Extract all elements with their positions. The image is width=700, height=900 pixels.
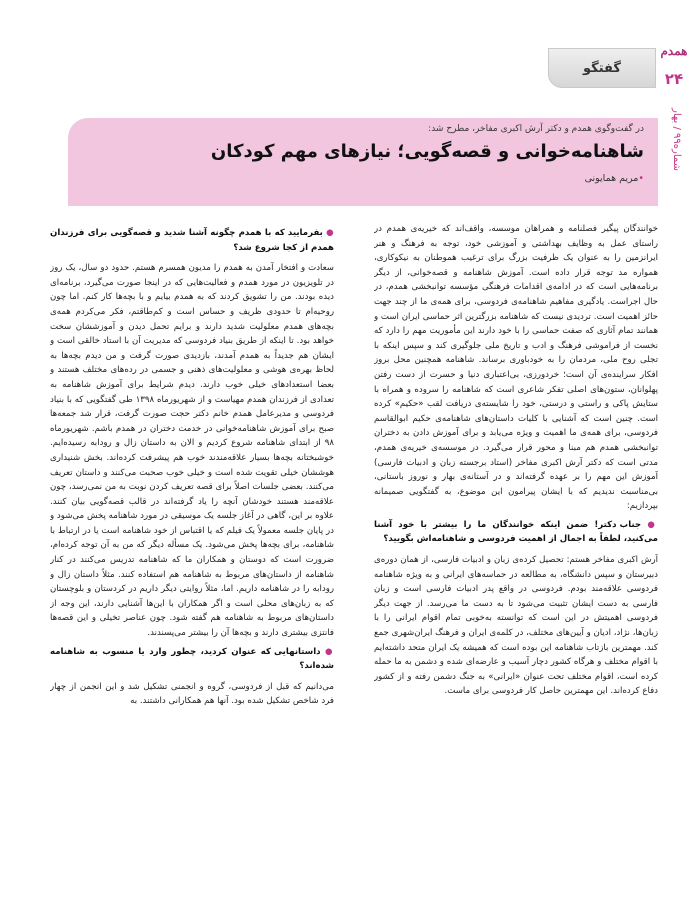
section-tab: گفتگو bbox=[548, 48, 656, 88]
article-author bbox=[82, 170, 644, 188]
page-number: ۲۴ bbox=[664, 70, 684, 88]
question-marker-icon: ● bbox=[641, 519, 658, 530]
answer-1: آرش اکبری مفاخر هستم: تحصیل کرده‌ی زبان و ادبیات فارسی، از همان دوره‌ی دبیرستان و سپس دانشگاه، به مطالعه در حماسه‌های ایرانی و به ویژه شاهنامه فردوسی علاقه‌مند بودم. فردوسی در واقع پدر ادبیات فارسی است و زبان فارسی به دست ایشان تثبیت می‌شود تا به دست ما می‌رسد. از جهت دیگر فردوسی اهمیتش در این است که توانسته به‌خوبی تمام اقوام ایرانی را با زبان‌ها، نژاد، ادیان و آیین‌های مختلف، در کلمه‌ی ایران و فرهنگ ایران‌شهری جمع کند. مهمترین بازتاب شاهنامه این بوده است که همیشه یک ایران متحد داشته‌ایم با اقوام مختلف و هرگاه کشور دچار آسیب و عارضه‌ای شده و دشمن به ما حمله کرده است، اقوام مختلف تحت عنوان «ایرانی» به جنگ دشمن رفته و از کشور دفاع کرده‌اند. این مهمترین حاصل کار فردوسی برای ماست. bbox=[374, 555, 658, 697]
author-name: مریم همایونی bbox=[584, 173, 639, 184]
question-3-text: داستانهایی که عنوان کردید، چطور وارد یا منسوب به شاهنامه شده‌اند؟ bbox=[50, 646, 334, 672]
bullet-icon: • bbox=[638, 173, 644, 184]
magazine-logo: همدم bbox=[660, 44, 688, 58]
answer-2: سعادت و افتخار آمدن به همدم را مدیون همسرم هستم. حدود دو سال، یک روز در تلویزیون در مورد همدم و فعالیت‌هایی که در اینجا صورت می‌گیرد، برنامه‌ای دیده بودند. من را تشویق کردند که به همدم بیایم و با بچه‌ها کار کنم. اما چون روحیه‌ام تا حدودی ظریف و حساس است و کم‌طاقتم، فکر می‌کردم همه‌ی بچه‌های همدم معلولیت شدید دارند و برایم تحمل دیدن و آموزششان سخت خواهد بود. تا اینکه از طریق بنیاد فردوسی که مدیریت آن با استاد خالقی است و ایشان هم جدیداً به همدم آمدند، بازدیدی صورت گرفت و من دیدم بچه‌ها به لحاظ بهره‌ی هوشی و معلولیت‌های ذهنی و جسمی در رده‌های مختلف هستند و بعضا استعدادهای خیلی خوب دارند. دیدم شرایط برای آموزش شاهنامه به تعدادی از فرزندان همدم مهیاست و از شهریورماه ۱۳۹۸ طی گفتگویی که با بنیاد فردوسی و مدیرعامل همدم خانم دکتر حجت صورت گرفت، قرار شد جمعه‌ها صبح برای آموزش شاهنامه‌خوانی در خدمت دختران در همدم باشم. شهریورماه ۹۸ از ابتدای شاهنامه شروع کردیم و الان به داستان زال و رودابه رسیده‌ایم. خوشبختانه بچه‌ها بسیار علاقه‌مندند خوب هم پیشرفت کرده‌اند. بخش شنیداری هوششان خیلی تقویت شده است و خیلی خوب صحبت می‌کنند و داستان تعریف می‌کنند. بعضی جلسات اصلاً برای قصه تعریف کردن نوبت به من نمی‌رسد، چون علاقه‌مند هستند خودشان آنچه را یاد گرفته‌اند در قالب قصه‌گویی بیان کنند. علاوه بر این، گاهی در آغاز جلسه یک موسیقی در مورد شاهنامه پخش می‌شود و در پایان جلسه معمولاً یک فیلم که یا اقتباس از خود شاهنامه است یا در ارتباط با شاهنامه، برای بچه‌ها پخش می‌شود. یک مسأله دیگر که من به آن توجه کرده‌ام، ضرورت است که دوستان و همکاران ما که شاهنامه تدریس می‌کنند در کنار شاهنامه از داستان‌های مربوط به شاهنامه هم استفاده کنند. مثلاً داستان زال و رودابه را در شاهنامه داریم. اما، مثلاً روایتی دیگر داریم در کردستان و بلوچستان که به زبان‌های محلی است و اگر همکاران با این‌ها آشنایی دارند، این وجه از داستان‌های مربوط به شاهنامه هم گفته شود. چون عناصر تخیلی و این قصه‌ها فانتزی بیشتری دارند و بچه‌ها آن را بیشتر می‌پسندند. bbox=[50, 263, 334, 639]
left-column bbox=[50, 222, 334, 854]
question-2 bbox=[50, 226, 334, 255]
question-marker-icon: ● bbox=[322, 228, 334, 238]
article-kicker: در گفت‌وگوی همدم و دکتر آرش اکبری مفاخر، مطرح شد: bbox=[428, 124, 644, 134]
question-2-text: بفرمایید که با همدم چگونه آشنا شدید و قصه‌گویی برای فرزندان همدم از کجا شروع شد؟ bbox=[50, 228, 334, 253]
issue-label: شماره۹۹ / بهار bbox=[671, 108, 682, 172]
article-header bbox=[68, 118, 658, 206]
question-1 bbox=[374, 518, 658, 547]
question-3 bbox=[50, 645, 334, 674]
question-1-text: جناب دکتر! ضمن اینکه خوانندگان ما را بیشتر با خود آشنا می‌کنید، لطفاً به اجمال از اهمیت فردوسی و شاهنامه‌اش بگویید؟ bbox=[374, 519, 658, 545]
right-column bbox=[374, 222, 658, 854]
article-title: شاهنامه‌خوانی و قصه‌گویی؛ نیازهای مهم کودکان bbox=[210, 141, 644, 162]
answer-3: می‌دانیم که قبل از فردوسی، گروه و انجمنی تشکیل شد و این انجمن از چهار فرد شاخص تشکیل شده بود. آنها هم همکارانی داشتند. به bbox=[50, 681, 334, 707]
question-marker-icon: ● bbox=[320, 646, 334, 657]
intro-paragraph: خوانندگان پیگیر فصلنامه و همراهان موسسه، واقف‌اند که خیریه‌ی همدم در راستای عمل به وظایف بهداشتی و آموزشی خود، توجه به فرهنگ و هنر ایرانزمین را به عنوان یک ظرفیت بزرگ برای ترغیب هموطنان به نیکوکاری، همواره مد توجه قرار داده است. آموزش شاهنامه و قصه‌خوانی، از دیگر برنامه‌هایی است که در ادامه‌ی اقدامات فرهنگی مؤسسه توانبخشی همدم، در حال اجراست. یادگیری مفاهیم شاهنامه‌ی فردوسی، برای همه‌ی ما از چند جهت حائز اهمیت است. تردیدی نیست که شاهنامه بزرگترین اثر حماسی ایران است و همانند تمام آثاری که صفت حماسی را با خود دارند این مأموریت مهم را دارد که نخست از فراموشی فرهنگ و ادب و تاریخ ملی جلوگیری کند و سپس اینکه با تجلی روح ملی، مردمان را به خودباوری برساند. شاهنامه همچنین محل بروز افکار سراینده‌ی آن است؛ خردورزی، بی‌اعتباری دنیا و حسرت از دست رفتن پهلوانان، ستون‌های اصلی تفکر شاعری است که شاهنامه را سروده و همراه با ستایش پاکی و راستی و درستی، خود را شایسته‌ی دریافت لقب «حکیم» کرده است. چنین است که آشنایی با کلیات داستان‌های شاهنامه‌ی حکیم ابوالقاسم فردوسی، برای همه‌ی ما اهمیت و ویژه می‌یابد و برای آموزش دادن به دختران توانبخشی همدم هم مبنا و محور قرار می‌گیرد. در موسسه‌ی خیریه‌ی همدم، مدتی است که دکتر آرش اکبری مفاخر (استاد برجسته زبان و ادبیات فارسی) آموزش این مهم را بر عهده گرفته‌اند و در آستانه‌ی بهار و نوروز باستانی، بی‌مناسبت ندیدیم که با ایشان پیرامون این موضوع، به گفتگویی صمیمانه بپردازیم: bbox=[374, 224, 658, 512]
